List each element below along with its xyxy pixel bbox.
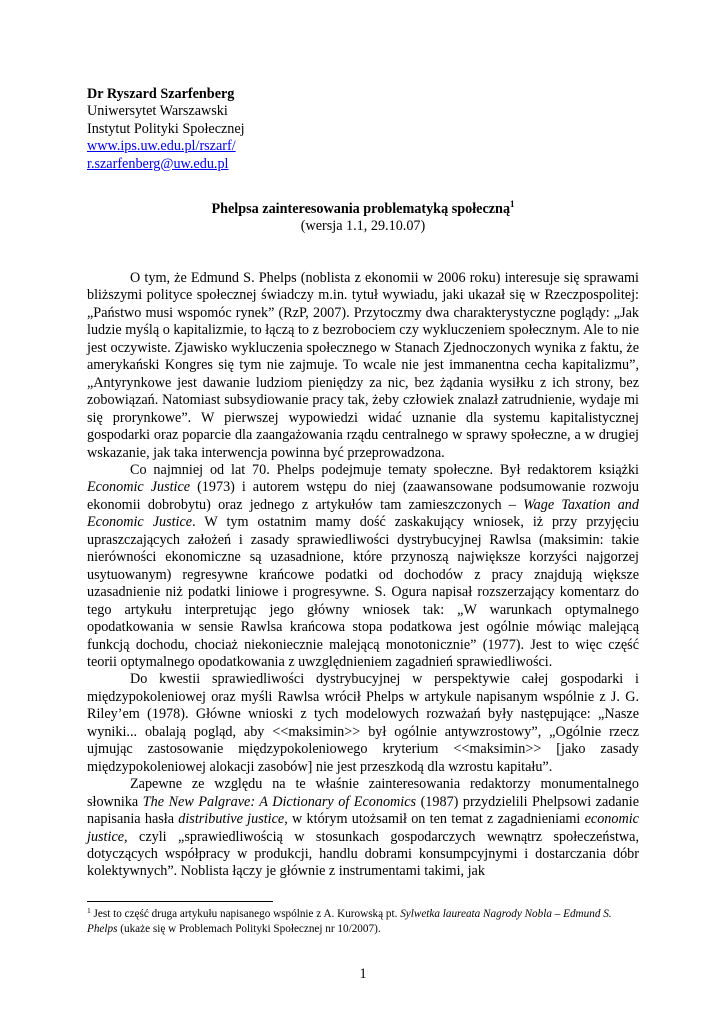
paragraph-4-text-d: , czyli „sprawiedliwością w stosunkach gospodarczych wewnątrz społeczeństwa, dotyczących współpracy w produkcji, handlu dobrami konsumpcyjnymi i dostarczania dóbr kolektywnych”. Noblista łączy je głównie z instrumentami takimi, jak — [87, 828, 639, 880]
footnote — [87, 907, 639, 936]
footnote-text-a: Jest to część druga artykułu napisanego wspólnie z A. Kurowską pt. — [90, 908, 401, 920]
page-number: 1 — [359, 966, 367, 982]
paragraph-4-italic-c: economic justice — [87, 811, 639, 845]
paragraph-2-text-a: Co najmniej od lat 70. Phelps podejmuje tematy społeczne. Był redaktorem książki — [130, 461, 639, 478]
document-title — [87, 201, 639, 218]
author-university: Uniwersytet Warszawski — [87, 103, 228, 120]
footnote-separator — [87, 901, 273, 902]
body-text — [87, 270, 639, 881]
document-title-text: Phelpsa zainteresowania problematyką społeczną — [211, 201, 511, 217]
email-link[interactable]: r.szarfenberg@uw.edu.pl — [87, 155, 229, 172]
website-link[interactable]: www.ips.uw.edu.pl/rszarf/ — [87, 138, 236, 155]
footnote-marker: 1 — [87, 906, 91, 915]
paragraph-1-text: O tym, że Edmund S. Phelps (noblista z ekonomii w 2006 roku) interesuje się sprawami bliższymi polityce społecznej świadczy m.in. tytuł wywiadu, jaki ukazał się w Rzeczpospolitej: „Państwo musi wspomóc rynek” (RzP, 2007). Przytoczmy dwa charakterystyczne poglądy: „Jak ludzie myślą o kapitalizmie, to łączą to z bezrobociem czy wykluczeniem społecznym. Ale to nie jest oczywiste. Zjawisko wykluczenia społecznego w Stanach Zjednoczonych wynika z faktu, że amerykański Kongres się tym nie zajmuje. To wcale nie jest immanentna cecha kapitalizmu”, „Antyrynkowe jest dawanie ludziom pieniędzy za nic, bez żądania wysiłku z ich strony, bez zobowiązań. Natomiast subsydiowanie pracy tak, żeby człowiek znalazł zatrudnienie, wydaje mi się prorynkowe”. W pierwszej wypowiedzi widać uznanie dla systemu kapitalistycznej gospodarki oraz poparcie dla zaangażowania rządu centralnego w sprawy społeczne, a w drugiej wskazanie, jak taka interwencja powinna być przeprowadzona. — [87, 270, 639, 461]
paragraph-4 — [87, 776, 639, 881]
paragraph-2-text-c: . W tym ostatnim mamy dość zaskakujący wniosek, iż przy przyjęciu upraszczających założeń i zasady sprawiedliwości dystrybucyjnej Rawlsa (maksimin: takie nierówności ekonomiczne są uzasadnione, które przynoszą największe korzyści najgorzej usytuowanym) regresywne krańcowe podatki od dochodów z pracy znajdują większe uzasadnienie niż podatki liniowe i progresywne. S. Ogura napisał rozszerzający komentarz do tego artykułu interpretując jego główny wniosek tak: „W warunkach optymalnego opodatkowania w sensie Rawlsa krańcowa stopa podatkowa jest ogólnie mówiąc malejącą funkcją dochodu, chociaż niekoniecznie malejącą monotonicznie” (1977). Jest to więc część teorii optymalnego opodatkowania z uwzględnieniem zagadnień sprawiedliwości. — [87, 514, 639, 670]
paragraph-2-italic-a: Economic Justice — [87, 479, 191, 496]
paragraph-2-italic-b: Wage Taxation and Economic Justice — [87, 496, 639, 531]
document-version: (wersja 1.1, 29.10.07) — [300, 218, 426, 234]
author-block — [87, 86, 245, 173]
paragraph-1 — [87, 270, 639, 462]
paragraph-4-text-a: Zapewne ze względu na te właśnie zainteresowania redaktorzy monumentalnego słownika — [87, 776, 639, 810]
paragraph-3 — [87, 671, 639, 776]
paragraph-4-text-c: , w którym utożsamił on ten temat z zagadnieniami — [284, 811, 585, 828]
paragraph-4-text-b: (1987) przydzielili Phelpsowi zadanie napisania hasła — [87, 793, 640, 828]
footnote-text-b: (ukaże się w Problemach Polityki Społecznej nr 10/2007). — [117, 922, 381, 935]
paragraph-4-italic-b: distributive justice — [178, 811, 285, 828]
footnote-italic: Sylwetka laureata Nagrody Nobla – Edmund S. Phelps — [87, 908, 612, 935]
paragraph-3-text: Do kwestii sprawiedliwości dystrybucyjnej w perspektywie całej gospodarki i międzypokoleniowej oraz myśli Rawlsa wrócił Phelps w artykule napisanym wspólnie z J. G. Riley’em (1978). Główne wnioski z tych modelowych rozważań były następujące: „Nasze wyniki... obalają pogląd, aby <<maksimin>> był ogólnie antywzrostowy”, „Ogólnie rzecz ujmując zastosowanie międzypokoleniowego kryterium <<maksimin>> [jako zasady międzypokoleniowej alokacji zasobów] nie jest przeszkodą dla wzrostu kapitału”. — [87, 671, 639, 775]
title-footnote-marker[interactable]: 1 — [510, 199, 515, 209]
author-institute: Instytut Polityki Społecznej — [87, 120, 245, 137]
author-name: Dr Ryszard Szarfenberg — [87, 86, 235, 102]
paragraph-2-text-b: (1973) i autorem wstępu do niej (zaawansowane podsumowanie rozwoju ekonomii dobrobytu) oraz jednego z artykułów tam zamieszczonych – — [87, 479, 639, 513]
paragraph-2 — [87, 462, 639, 671]
title-block — [87, 201, 639, 235]
paragraph-4-italic-a: The New Palgrave: A Dictionary of Economics — [142, 793, 417, 810]
